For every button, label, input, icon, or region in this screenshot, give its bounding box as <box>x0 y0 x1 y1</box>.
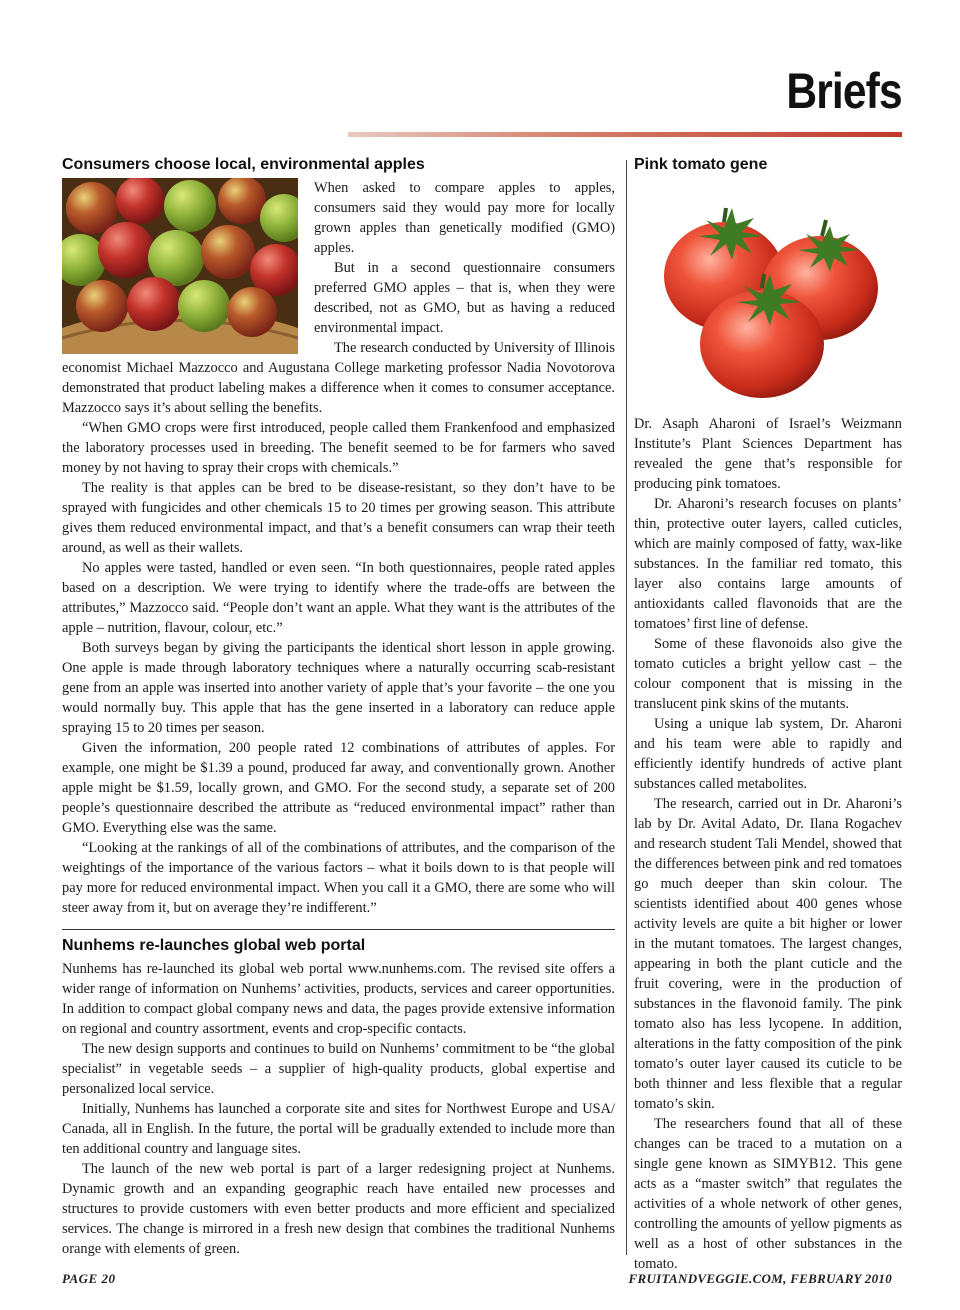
article-tomato-headline: Pink tomato gene <box>634 156 768 173</box>
article-apples-paragraph: The reality is that apples can be bred to be disease-resistant, so they don’t have to be sprayed with fungicides and other chemicals 15 to 20 times per growing season. This attribute gives them reduced environmental impact, and that’s a benefit consumers can wrap their teeth around, as well as their wallets. <box>62 480 615 556</box>
article-tomato-paragraph: Dr. Asaph Aharoni of Israel’s Weizmann Institute’s Plant Sciences Department has revealed the gene that’s responsible for producing pink tomatoes. <box>634 416 902 492</box>
article-tomato-paragraph: The research, carried out in Dr. Aharoni’s lab by Dr. Avital Adato, Dr. Ilana Rogachev and research student Tali Mendel, showed that the differences between pink and red tomatoes go much deeper than skin colour. The scientists identified about 400 genes whose activity levels are quite a bit higher or lower in the mutant tomatoes. The largest changes, appearing in both the plant cuticle and the fruit covering, were in the production of substances in the flavonoid family. The pink tomato also has less lycopene. In addition, alterations in the fatty composition of the pink tomato’s outer layer caused its cuticle to be both thinner and less flexible that a regular tomato’s skin. <box>634 796 902 1112</box>
article-apples-paragraph: But in a second questionnaire consumers preferred GMO apples – that is, when they were described, not as GMO, but as having a reduced environmental impact. <box>314 260 615 336</box>
article-apples-paragraph: No apples were tasted, handled or even seen. “In both questionnaires, people rated apples based on a description. We were trying to identify where the trade-offs are between the attributes,” Mazzocco said. “People don’t want an apple. What they want is the attributes of the apple – nutrition, flavour, colour, etc.” <box>62 560 615 636</box>
article-apples-paragraph: Both surveys began by giving the participants the identical short lesson in apple growing. One apple is made through laboratory techniques where a naturally occurring scab-resistant gene from an apple was inserted into another variety of apple that’s your favorite – the one you would normally buy. This apple that has the gene inserted in a laboratory can reduce apple spraying 15 to 20 times per season. <box>62 640 615 736</box>
article-nunhems-headline: Nunhems re-launches global web portal <box>62 937 366 954</box>
article-tomato <box>634 156 902 1274</box>
article-tomato-paragraph: Dr. Aharoni’s research focuses on plants’ thin, protective outer layers, called cuticles, which are mainly composed of fatty, wax-like substances. In the familiar red tomato, this layer also contains large amounts of antioxidants called flavonoids that are the tomatoes’ first line of defense. <box>634 496 902 632</box>
tomatoes-photo <box>634 178 902 408</box>
article-nunhems-paragraph: The new design supports and continues to build on Nunhems’ commitment to be “the global specialist” in vegetable seeds – a supplier of high-quality products, global expertise and personalized local service. <box>62 1041 615 1097</box>
title-accent-rule <box>348 132 902 137</box>
article-apples-headline: Consumers choose local, environmental apples <box>62 156 425 173</box>
article-apples-paragraph: The research conducted by University of Illinois economist Michael Mazzocco and Augustana College marketing professor Nadia Novotorova demonstrated that product labeling makes a difference when it comes to consumer acceptance. Mazzocco says it’s about selling the benefits. <box>62 340 615 416</box>
article-apples-paragraph: When asked to compare apples to apples, consumers said they would pay more for locally grown apples than genetically modified (GMO) apples. <box>314 180 615 256</box>
article-apples <box>62 156 615 918</box>
article-apples-paragraph: Given the information, 200 people rated 12 combinations of attributes of apples. For example, one might be $1.39 a pound, produced far away, and conventionally grown. Another apple might be $1.59, locally grown, and GMO. For the second study, a separate set of 200 people’s questionnaire described the attribute as “reduced environmental impact” rather than GMO. Everything else was the same. <box>62 740 615 836</box>
article-nunhems <box>62 937 615 1259</box>
article-apples-paragraph: “When GMO crops were first introduced, people called them Frankenfood and emphasized the laboratory processes used in breeding. The benefit seemed to be for farmers who saved money by not having to spray their crops with chemicals.” <box>62 420 615 476</box>
article-nunhems-paragraph: The launch of the new web portal is part of a larger redesigning project at Nunhems. Dynamic growth and an expanding geographic reach have entailed new processes and structures to provide customers with even better products and more efficient and specialized services. The change is mirrored in a fresh new design that combines the traditional Nunhems orange with elements of green. <box>62 1161 615 1257</box>
article-nunhems-paragraph: Initially, Nunhems has launched a corporate site and sites for Northwest Europe and USA/ Canada, all in English. In the future, the portal will be gradually extended to include more than ten additional country and language sites. <box>62 1101 615 1157</box>
column-divider <box>626 160 627 1255</box>
article-nunhems-paragraph: Nunhems has re-launched its global web portal www.nunhems.com. The revised site offers a wider range of information on Nunhems’ activities, products, services and career opportunities. In addition to compact global company news and data, the pages provide extensive information on regional and country assortment, events and crop-specific contacts. <box>62 961 615 1037</box>
tomatoes-illustration <box>634 178 902 408</box>
page-number: PAGE 20 <box>62 1271 116 1286</box>
apples-basket-photo <box>62 178 298 354</box>
article-tomato-paragraph: Some of these flavonoids also give the tomato cuticles a bright yellow cast – the colour component that is missing in the translucent pink skins of the mutants. <box>634 636 902 712</box>
article-apples-paragraph: “Looking at the rankings of all of the combinations of attributes, and the comparison of the weightings of the importance of the various factors – what it boils down to is that people will pay more for reduced environmental impact. When you call it a GMO, there are some who will steer away from it, but on average they’re indifferent.” <box>62 840 615 916</box>
section-title: Briefs <box>786 63 902 119</box>
article-separator-rule <box>62 929 615 930</box>
apples-illustration <box>62 178 298 354</box>
article-tomato-paragraph: Using a unique lab system, Dr. Aharoni and his team were able to rapidly and efficiently identify hundreds of active plant substances called metabolites. <box>634 716 902 792</box>
publication-info: FRUITANDVEGGIE.COM, FEBRUARY 2010 <box>628 1271 892 1286</box>
article-tomato-paragraph: The researchers found that all of these changes can be traced to a mutation on a single gene known as SIMYB12. This gene acts as a “master switch” that regulates the activities of a whole network of other genes, controlling the amounts of yellow pigments as well as a host of other substances in the tomato. <box>634 1116 902 1272</box>
